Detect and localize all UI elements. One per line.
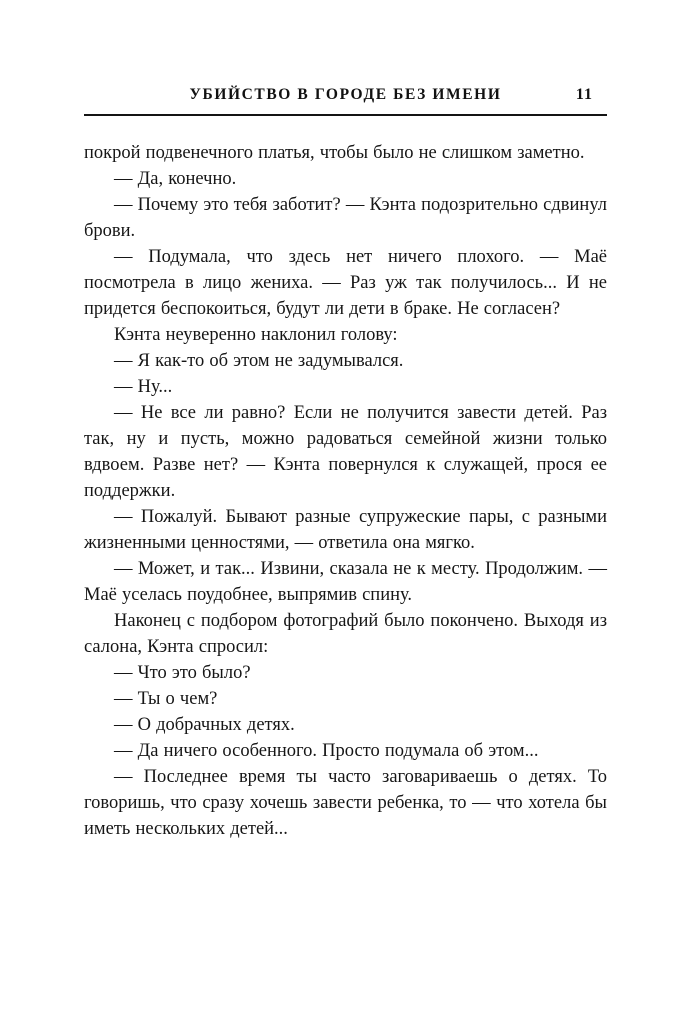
paragraph: — О добрачных детях. [114,715,295,735]
paragraph: Кэнта неуверенно наклонил голову: [114,325,398,345]
paragraph: — Да, конечно. [114,169,237,189]
paragraph: — Ты о чем? [114,689,218,709]
paragraph: — Последнее время ты часто заговариваешь о детях. То говоришь, что сразу хочешь завести ребенка, то — что хотела бы иметь нескольких детей... [84,767,607,839]
paragraph: — Не все ли равно? Если не получится завести детей. Раз так, ну и пусть, можно радоваться семейной жизни только вдвоем. Разве нет? — Кэнта повернулся к служащей, прося ее поддержки. [84,403,607,501]
paragraph: — Да ничего особенного. Просто подумала об этом... [114,741,539,761]
page-number: 11 [575,86,593,103]
paragraph: — Я как-то об этом не задумывался. [114,351,404,371]
paragraph: — Может, и так... Извини, сказала не к месту. Продолжим. — Маё уселась поудобнее, выпрямив спину. [84,559,607,605]
paragraph: — Подумала, что здесь нет ничего плохого. — Маё посмотрела в лицо жениха. — Раз уж так получилось... И не придется беспокоиться, будут ли дети в браке. Не согласен? [84,247,607,319]
paragraph: — Что это было? [114,663,251,683]
paragraph: Наконец с подбором фотографий было покончено. Выходя из салона, Кэнта спросил: [84,611,607,657]
paragraph: покрой подвенечного платья, чтобы было не слишком заметно. [84,143,585,163]
paragraph: — Пожалуй. Бывают разные супружеские пары, с разными жизненными ценностями, — ответила она мягко. [84,507,607,553]
page-body [84,140,607,842]
paragraph: — Почему это тебя заботит? — Кэнта подозрительно сдвинул брови. [84,195,607,241]
running-header [84,86,607,116]
paragraph: — Ну... [114,377,173,397]
running-title: УБИЙСТВО В ГОРОДЕ БЕЗ ИМЕНИ [189,86,502,103]
